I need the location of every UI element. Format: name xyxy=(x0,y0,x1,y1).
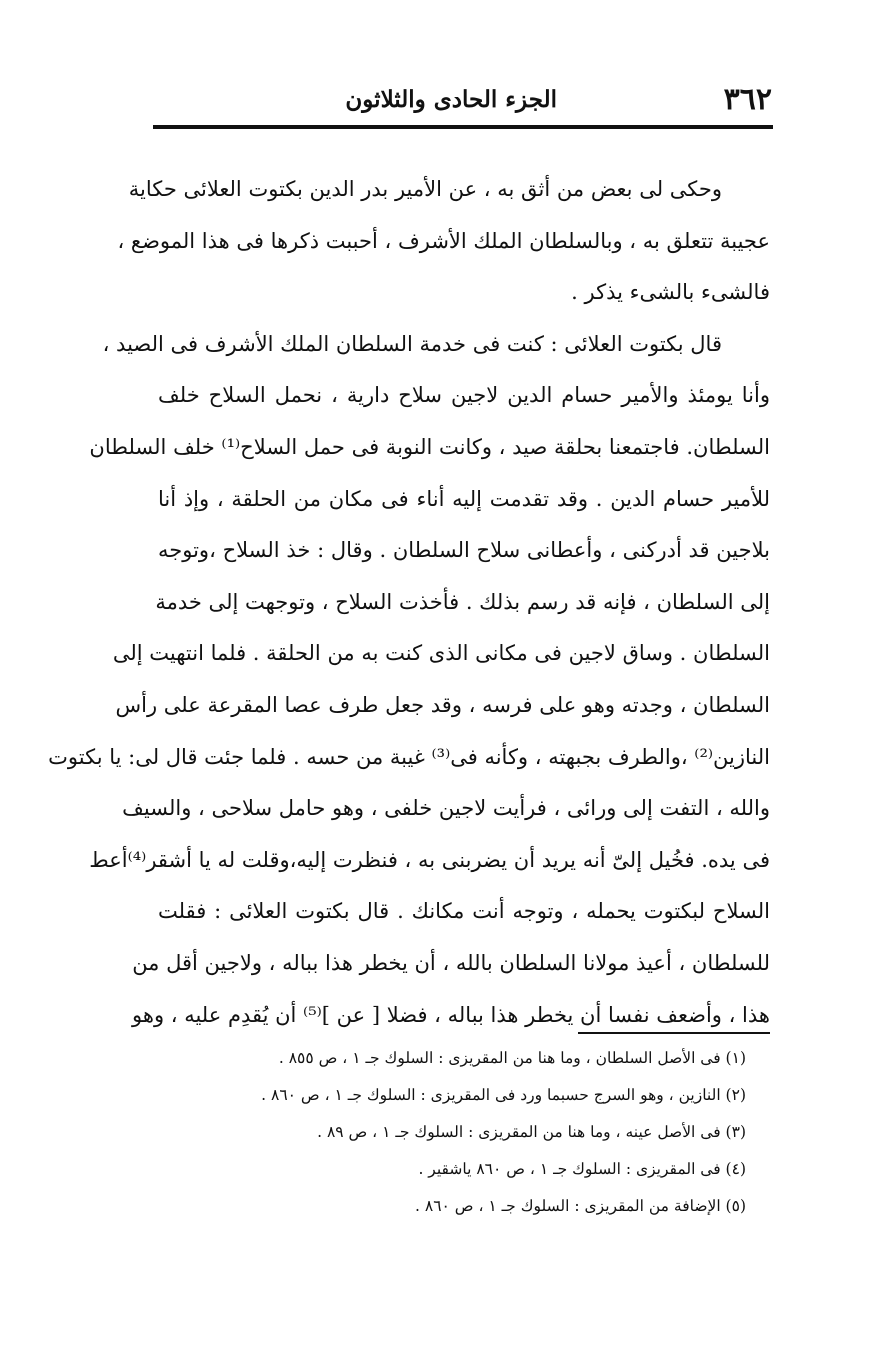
text-line: السلطان ، وجدته وهو على فرسه ، وقد جعل طرف عصا المقرعة على رأس xyxy=(115,692,770,717)
footnote: (٣) فى الأصل عينه ، وما هنا من المقريزى : السلوك جـ ١ ، ص ٨٩ . xyxy=(317,1123,746,1141)
text-line: وأنا يومئذ والأمير حسام الدين لاجين سلاح دارية ، نحمل السلاح خلف xyxy=(158,383,770,408)
footnote: (٤) فى المقريزى : السلوك جـ ١ ، ص ٨٦٠ ياشقير . xyxy=(418,1160,746,1178)
text-line: إلى السلطان ، فإنه قد رسم بذلك . فأخذت السلاح ، وتوجهت إلى خدمة xyxy=(155,589,770,614)
text-line: قال بكتوت العلائى : كنت فى خدمة السلطان الملك الأشرف فى الصيد ، xyxy=(102,331,722,356)
page-number: ٣٦٢ xyxy=(723,82,772,117)
text-line: السلطان . وساق لاجين فى مكانى الذى كنت به من الحلقة . فلما انتهيت إلى xyxy=(112,641,770,666)
text-line: والله ، التفت إلى ورائى ، فرأيت لاجين خلفى ، وهو حامل سلاحى ، والسيف xyxy=(122,796,770,821)
running-title: الجزء الحادى والثلاثون xyxy=(345,86,557,113)
text-line: هذا ، وأضعف نفسا أن يخطر هذا بباله ، فضلا [ عن ]⁽⁵⁾ أن يُقدِم عليه ، وهو xyxy=(132,1002,770,1027)
footnote-rule xyxy=(578,1032,770,1034)
text-line: فى يده. فخُيل إلىّ أنه يريد أن يضربنى به ، فنظرت إليه،وقلت له يا أشقر⁽⁴⁾أعط xyxy=(89,847,770,872)
footnote: (٥) الإضافة من المقريزى : السلوك جـ ١ ، ص ٨٦٠ . xyxy=(415,1197,746,1215)
footnote: (١) فى الأصل السلطان ، وما هنا من المقريزى : السلوك جـ ١ ، ص ٨٥٥ . xyxy=(278,1049,746,1067)
text-line: وحكى لى بعض من أثق به ، عن الأمير بدر الدين بكتوت العلائى حكاية xyxy=(128,177,722,201)
text-line: فالشىء بالشىء يذكر . xyxy=(571,280,770,305)
main-text xyxy=(48,164,770,1041)
paragraph-2 xyxy=(48,319,770,1041)
text-line: السلطان. فاجتمعنا بحلقة صيد ، وكانت النوبة فى حمل السلاح⁽¹⁾ خلف السلطان xyxy=(89,434,770,459)
footnote: (٢) النازين ، وهو السرج حسبما ورد فى المقريزى : السلوك جـ ١ ، ص ٨٦٠ . xyxy=(261,1086,746,1104)
text-line: للسلطان ، أعيذ مولانا السلطان بالله ، أن يخطر هذا بباله ، ولاجين أقل من xyxy=(132,950,770,975)
footnotes xyxy=(230,1040,770,1225)
text-line: بلاجين قد أدركنى ، وأعطانى سلاح السلطان . وقال : خذ السلاح ،وتوجه xyxy=(158,538,770,563)
text-line: للأمير حسام الدين . وقد تقدمت إليه أناء فى مكان من الحلقة ، وإذ أنا xyxy=(158,486,770,511)
header-rule xyxy=(153,125,773,129)
page-header xyxy=(150,78,772,118)
text-line: السلاح لبكتوت يحمله ، وتوجه أنت مكانك . قال بكتوت العلائى : فقلت xyxy=(158,899,770,924)
paragraph-1 xyxy=(117,164,770,319)
text-line: عجيبة تتعلق به ، وبالسلطان الملك الأشرف ، أحببت ذكرها فى هذا الموضع ، xyxy=(117,228,770,253)
text-line: النازين⁽²⁾ ،والطرف بجبهته ، وكأنه فى⁽³⁾ غيبة من حسه . فلما جئت قال لى: يا بكتوت xyxy=(48,744,770,769)
